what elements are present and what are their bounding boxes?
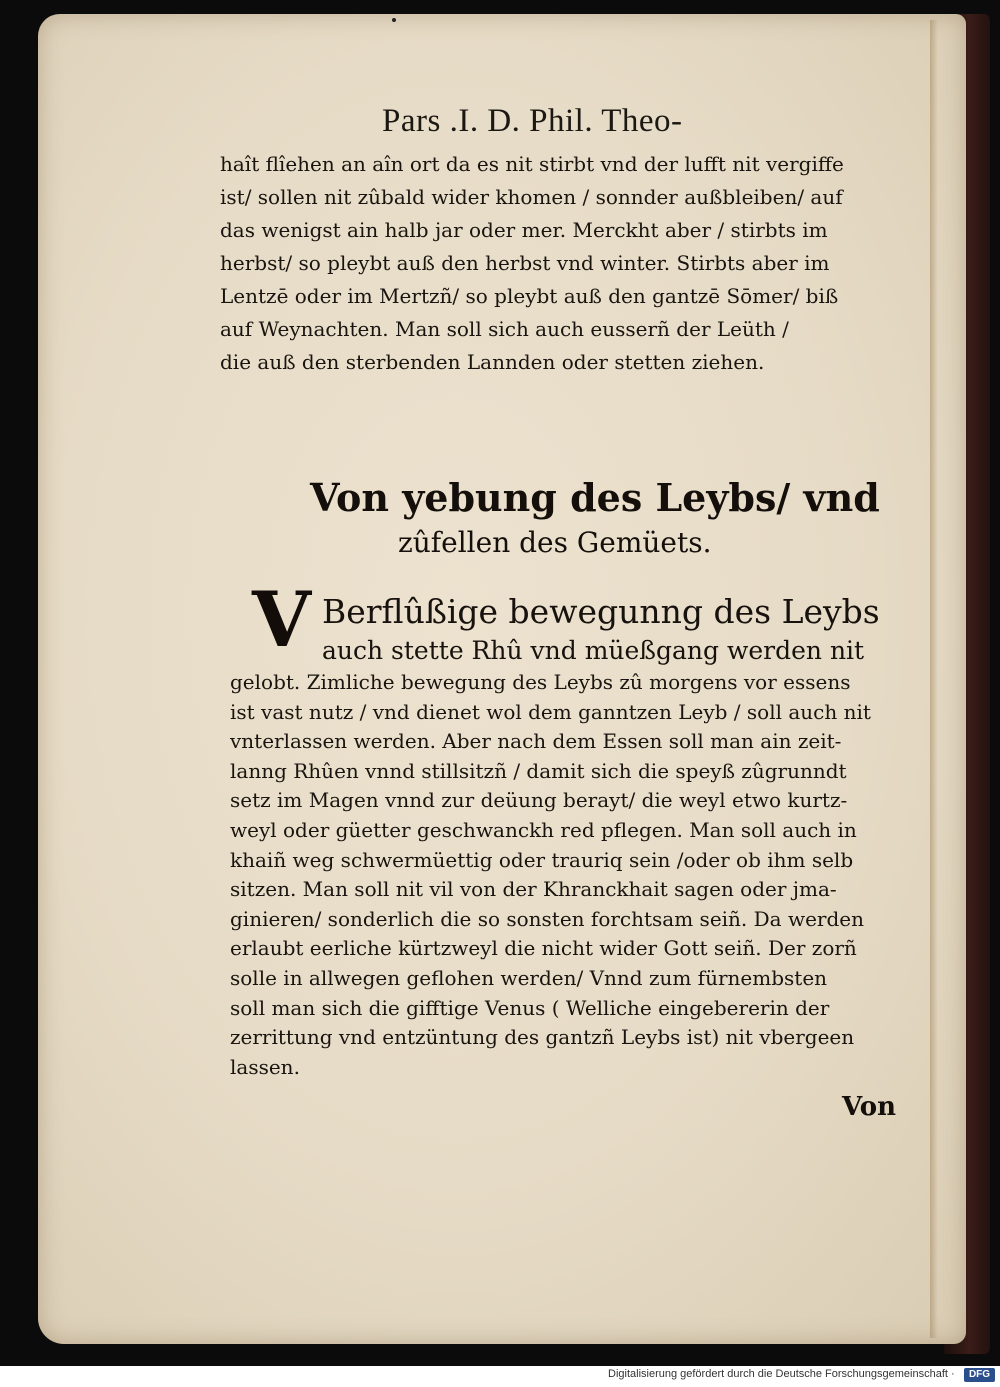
text-line: das wenigst ain halb jar oder mer. Merckht aber / stirbts im bbox=[220, 218, 828, 242]
text-line: ginieren/ sonderlich die so sonsten forchtsam seiñ. Da werden bbox=[230, 906, 864, 931]
text-line: sitzen. Man soll nit vil von der Khranckhait sagen oder jma- bbox=[230, 877, 837, 902]
dfg-logo: DFG bbox=[964, 1368, 995, 1382]
text-line: solle in allwegen geflohen werden/ Vnnd zum fürnembsten bbox=[230, 965, 828, 990]
opening-line: Berflûßige bewegunng des Leybs bbox=[322, 592, 880, 631]
ink-speck bbox=[392, 18, 396, 22]
text-line: auf Weynachten. Man soll sich auch eusserñ der Leüth / bbox=[220, 317, 789, 341]
text-line: weyl oder güetter geschwanckh red pflegen. Man soll auch in bbox=[230, 817, 857, 842]
text-line: setz im Magen vnnd zur deüung berayt/ die weyl etwo kurtz- bbox=[230, 788, 848, 813]
text-line: die auß den sterbenden Lannden oder stetten ziehen. bbox=[220, 350, 765, 374]
running-header: Pars .I. D. Phil. Theo- bbox=[382, 103, 683, 139]
section-subtitle: zûfellen des Gemüets. bbox=[398, 526, 712, 559]
text-line: ist vast nutz / vnd dienet wol dem ganntzen Leyb / soll auch nit bbox=[230, 699, 871, 724]
section-title: Von yebung des Leybs/ vnd bbox=[310, 475, 880, 520]
drop-cap-initial: V bbox=[252, 575, 311, 664]
text-line: lassen. bbox=[230, 1054, 300, 1079]
text-line: haît flîehen an aîn ort da es nit stirbt vnd der lufft nit vergiffe bbox=[220, 152, 844, 176]
text-line: herbst/ so pleybt auß den herbst vnd winter. Stirbts aber im bbox=[220, 251, 830, 275]
text-line: khaiñ weg schwermüettig oder trauriq sein /oder ob ihm selb bbox=[230, 847, 854, 872]
paragraph-body bbox=[230, 668, 910, 1082]
funding-footer: Digitalisierung gefördert durch die Deutsche Forschungsgemeinschaft · bbox=[608, 1368, 955, 1380]
text-line: erlaubt eerliche kürtzweyl die nicht wider Gott seiñ. Der zorñ bbox=[230, 936, 857, 961]
paragraph-continued bbox=[220, 148, 905, 379]
page-edge-shadow bbox=[930, 20, 938, 1338]
text-line: vnterlassen werden. Aber nach dem Essen soll man ain zeit- bbox=[230, 729, 842, 754]
opening-line: auch stette Rhû vnd müeßgang werden nit bbox=[322, 636, 865, 665]
text-line: ist/ sollen nit zûbald wider khomen / sonnder außbleiben/ auf bbox=[220, 185, 843, 209]
text-line: soll man sich die gifftige Venus ( Welliche eingebererin der bbox=[230, 995, 830, 1020]
text-line: gelobt. Zimliche bewegung des Leybs zû morgens vor essens bbox=[230, 670, 851, 694]
text-line: Lentzē oder im Mertzñ/ so pleybt auß den gantzē Sōmer/ biß bbox=[220, 284, 839, 308]
text-line: lanng Rhûen vnnd stillsitzñ / damit sich die speyß zûgrunndt bbox=[230, 758, 847, 783]
text-line: zerrittung vnd entzüntung des gantzñ Leybs ist) nit vbergeen bbox=[230, 1025, 855, 1050]
catchword: Von bbox=[842, 1092, 897, 1122]
